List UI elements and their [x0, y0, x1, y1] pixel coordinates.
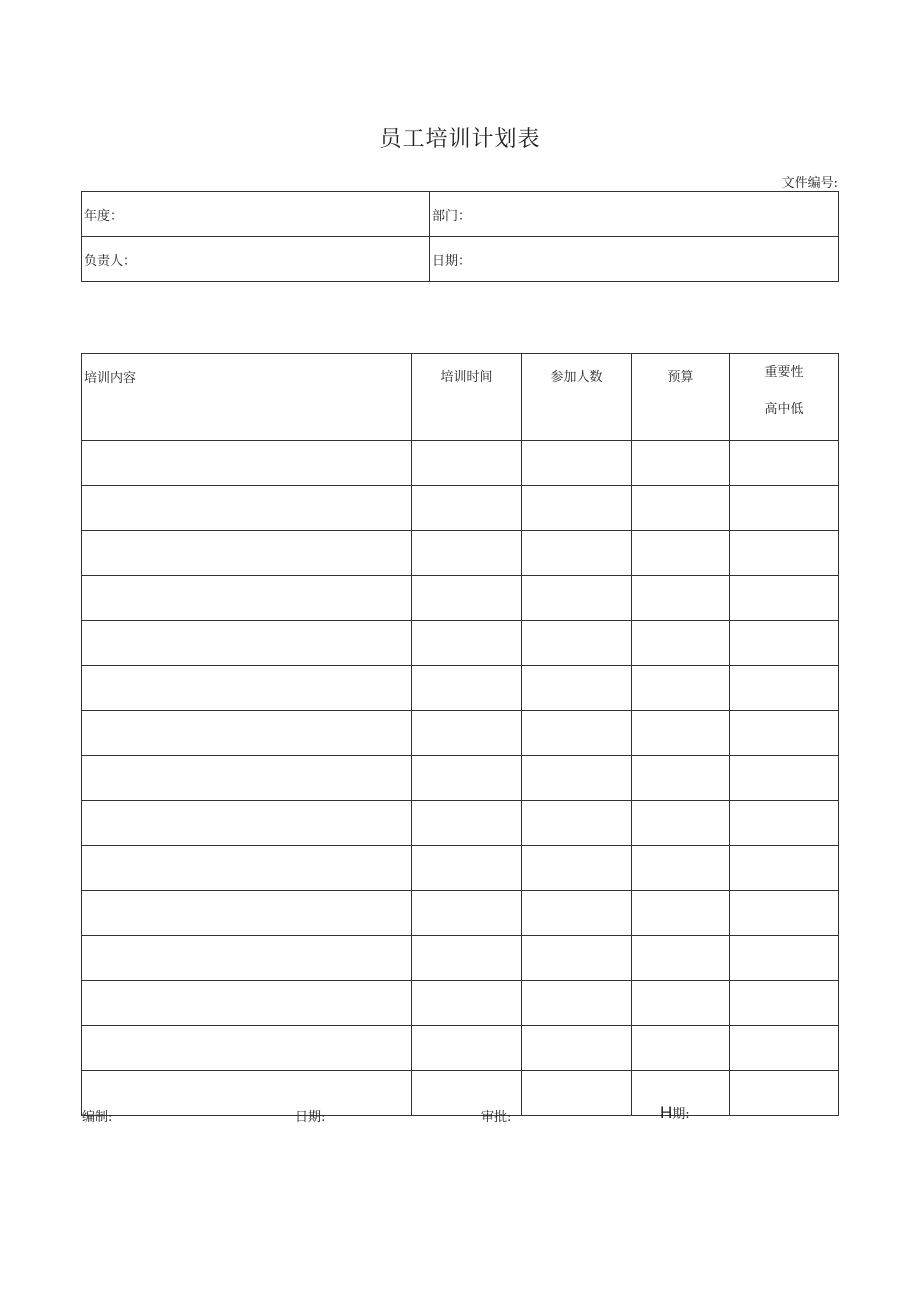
table-row — [82, 981, 839, 1026]
cell-content[interactable] — [82, 801, 412, 846]
header-budget: 预算 — [632, 354, 730, 441]
cell-budget[interactable] — [632, 576, 730, 621]
cell-participants[interactable] — [522, 1026, 632, 1071]
cell-participants[interactable] — [522, 531, 632, 576]
cell-time[interactable] — [412, 441, 522, 486]
cell-content[interactable] — [82, 711, 412, 756]
cell-participants[interactable] — [522, 891, 632, 936]
cell-content[interactable] — [82, 936, 412, 981]
cell-participants[interactable] — [522, 846, 632, 891]
table-row — [82, 801, 839, 846]
table-header-row — [82, 354, 839, 441]
cell-content[interactable] — [82, 756, 412, 801]
cell-importance[interactable] — [730, 441, 839, 486]
date2-big-char: H — [660, 1103, 673, 1122]
cell-budget[interactable] — [632, 801, 730, 846]
cell-importance[interactable] — [730, 666, 839, 711]
date2-label — [660, 1103, 690, 1123]
cell-participants[interactable] — [522, 981, 632, 1026]
prepared-label: 编制: — [82, 1110, 113, 1125]
cell-content[interactable] — [82, 441, 412, 486]
date-field[interactable]: 日期： — [430, 237, 839, 282]
info-table — [81, 191, 839, 282]
cell-content[interactable] — [82, 981, 412, 1026]
cell-content[interactable] — [82, 1026, 412, 1071]
cell-importance[interactable] — [730, 891, 839, 936]
header-importance-label: 重要性 — [764, 365, 804, 380]
cell-importance[interactable] — [730, 801, 839, 846]
owner-field[interactable]: 负责人： — [82, 237, 430, 282]
header-participants: 参加人数 — [522, 354, 632, 441]
table-row — [82, 711, 839, 756]
department-field[interactable]: 部门： — [430, 192, 839, 237]
cell-budget[interactable] — [632, 486, 730, 531]
cell-budget[interactable] — [632, 621, 730, 666]
cell-time[interactable] — [412, 666, 522, 711]
cell-time[interactable] — [412, 801, 522, 846]
table-row — [82, 486, 839, 531]
cell-importance[interactable] — [730, 621, 839, 666]
cell-importance[interactable] — [730, 846, 839, 891]
cell-budget[interactable] — [632, 1026, 730, 1071]
table-body — [82, 441, 839, 1116]
cell-participants[interactable] — [522, 666, 632, 711]
table-row — [82, 1026, 839, 1071]
cell-content[interactable] — [82, 891, 412, 936]
cell-content[interactable] — [82, 621, 412, 666]
cell-budget[interactable] — [632, 981, 730, 1026]
cell-importance[interactable] — [730, 756, 839, 801]
cell-time[interactable] — [412, 936, 522, 981]
cell-budget[interactable] — [632, 531, 730, 576]
cell-participants[interactable] — [522, 936, 632, 981]
cell-content[interactable] — [82, 846, 412, 891]
cell-budget[interactable] — [632, 891, 730, 936]
cell-importance[interactable] — [730, 711, 839, 756]
cell-time[interactable] — [412, 981, 522, 1026]
cell-importance[interactable] — [730, 936, 839, 981]
cell-content[interactable] — [82, 531, 412, 576]
cell-participants[interactable] — [522, 486, 632, 531]
cell-content[interactable] — [82, 666, 412, 711]
cell-budget[interactable] — [632, 756, 730, 801]
cell-time[interactable] — [412, 486, 522, 531]
doc-number-label: 文件编号: — [781, 176, 838, 191]
cell-time[interactable] — [412, 891, 522, 936]
cell-budget[interactable] — [632, 666, 730, 711]
header-importance-levels: 高中低 — [764, 402, 804, 417]
cell-budget[interactable] — [632, 441, 730, 486]
approve-label: 审批: — [481, 1110, 512, 1125]
table-row — [82, 531, 839, 576]
cell-budget[interactable] — [632, 936, 730, 981]
cell-participants[interactable] — [522, 756, 632, 801]
table-row — [82, 441, 839, 486]
cell-participants[interactable] — [522, 441, 632, 486]
header-content: 培训内容 — [82, 354, 412, 441]
date-label: 日期: — [295, 1110, 326, 1125]
header-time: 培训时间 — [412, 354, 522, 441]
cell-content[interactable] — [82, 576, 412, 621]
table-row — [82, 576, 839, 621]
table-row — [82, 621, 839, 666]
header-importance — [730, 354, 839, 441]
cell-time[interactable] — [412, 576, 522, 621]
footer — [0, 1103, 920, 1126]
training-plan-table — [81, 353, 839, 1116]
table-row — [82, 756, 839, 801]
cell-participants[interactable] — [522, 711, 632, 756]
cell-content[interactable] — [82, 486, 412, 531]
cell-budget[interactable] — [632, 846, 730, 891]
year-field[interactable]: 年度： — [82, 192, 430, 237]
cell-time[interactable] — [412, 756, 522, 801]
cell-time[interactable] — [412, 621, 522, 666]
cell-time[interactable] — [412, 846, 522, 891]
cell-time[interactable] — [412, 711, 522, 756]
page-title: 员工培训计划表 — [379, 127, 541, 152]
table-row — [82, 936, 839, 981]
cell-time[interactable] — [412, 1026, 522, 1071]
cell-importance[interactable] — [730, 981, 839, 1026]
cell-time[interactable] — [412, 531, 522, 576]
cell-importance[interactable] — [730, 531, 839, 576]
cell-participants[interactable] — [522, 576, 632, 621]
cell-participants[interactable] — [522, 621, 632, 666]
cell-budget[interactable] — [632, 711, 730, 756]
cell-importance[interactable] — [730, 486, 839, 531]
cell-participants[interactable] — [522, 801, 632, 846]
table-row — [82, 666, 839, 711]
cell-importance[interactable] — [730, 1026, 839, 1071]
date2-rest: 期: — [672, 1107, 690, 1122]
cell-importance[interactable] — [730, 576, 839, 621]
table-row — [82, 846, 839, 891]
table-row — [82, 891, 839, 936]
